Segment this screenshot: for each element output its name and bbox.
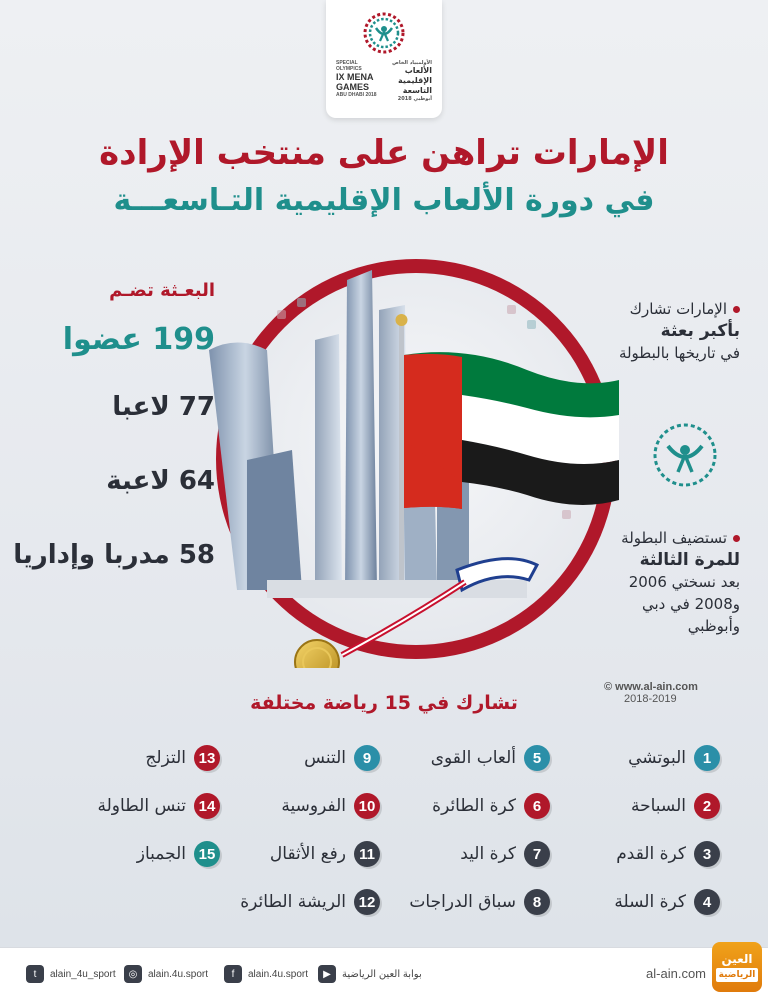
staff-count: 58 مدربا وإداريا [13, 540, 215, 570]
sport-name: كرة السلة [614, 892, 686, 912]
fact-third-hosting [560, 527, 740, 637]
bullet-icon [733, 535, 740, 542]
twitter-icon: t [26, 965, 44, 983]
delegation-heading: البعـثة تضـم [109, 280, 215, 301]
sport-number-badge: 11 [354, 841, 380, 867]
fact-highlight: بأكبر بعثة [660, 321, 740, 341]
fact-text: الإمارات تشارك [629, 300, 727, 318]
sport-name: التنس [304, 748, 346, 768]
sport-number-badge: 6 [524, 793, 550, 819]
sport-number-badge: 3 [694, 841, 720, 867]
sport-number-badge: 5 [524, 745, 550, 771]
logo-english-text: SPECIAL OLYMPICS IX MENA GAMES ABU DHABI 2018 [336, 60, 377, 98]
instagram-link[interactable]: ◎ alain.4u.sport [124, 965, 208, 983]
sport-name: كرة الطائرة [432, 796, 516, 816]
special-olympics-ring-icon [361, 10, 407, 56]
sport-item [60, 793, 220, 819]
alain-sports-logo: العين الرياضية [712, 942, 762, 992]
sport-name: رفع الأثقال [269, 844, 346, 864]
sport-number-badge: 9 [354, 745, 380, 771]
facebook-link[interactable]: f alain.4u.sport [224, 965, 308, 983]
sport-number-badge: 14 [194, 793, 220, 819]
sport-number-badge: 10 [354, 793, 380, 819]
sport-item [60, 745, 220, 771]
fact-highlight: للمرة الثالثة [639, 550, 740, 570]
sport-item [560, 745, 720, 771]
fact-text: بعد نسختي 2006 [628, 573, 740, 591]
sport-item [220, 841, 380, 867]
sport-number-badge: 1 [694, 745, 720, 771]
sport-name: التزلج [145, 748, 186, 768]
facebook-icon: f [224, 965, 242, 983]
instagram-icon: ◎ [124, 965, 142, 983]
sub-title: في دورة الألعاب الإقليمية التـاسعـــة [113, 183, 655, 218]
sport-name: البوتشي [628, 748, 686, 768]
sport-number-badge: 13 [194, 745, 220, 771]
site-url[interactable]: al-ain.com [646, 966, 706, 981]
fact-text: وأبوظبي [687, 617, 740, 635]
sport-name: كرة القدم [616, 844, 686, 864]
fact-text: تستضيف البطولة [621, 529, 727, 547]
copyright: © www.al-ain.com 2018-2019 [604, 681, 698, 705]
sport-number-badge: 12 [354, 889, 380, 915]
sport-number-badge: 7 [524, 841, 550, 867]
fact-largest-delegation [560, 298, 740, 364]
sport-item [60, 841, 220, 867]
twitter-link[interactable]: t alain_4u_sport [26, 965, 116, 983]
main-title: الإمارات تراهن على منتخب الإرادة [99, 133, 669, 173]
sport-name: السباحة [630, 796, 686, 816]
sport-name: كرة اليد [460, 844, 516, 864]
special-olympics-icon [648, 420, 722, 490]
youtube-icon: ▶ [318, 965, 336, 983]
sport-item [560, 841, 720, 867]
sport-name: الريشة الطائرة [240, 892, 346, 912]
fact-text: في تاريخها بالبطولة [618, 344, 740, 362]
sport-number-badge: 15 [194, 841, 220, 867]
sport-name: الجمباز [136, 844, 186, 864]
fact-text: و2008 في دبي [641, 595, 740, 613]
sport-name: تنس الطاولة [97, 796, 186, 816]
games-logo [326, 0, 442, 118]
sport-item [220, 745, 380, 771]
delegation-total: 199 عضوا [62, 322, 215, 357]
sport-name: ألعاب القوى [430, 748, 516, 768]
sport-number-badge: 2 [694, 793, 720, 819]
male-athletes-count: 77 لاعبا [112, 392, 215, 422]
sport-name: سباق الدراجات [409, 892, 516, 912]
footer [0, 947, 768, 1000]
sport-item [390, 745, 550, 771]
sport-number-badge: 4 [694, 889, 720, 915]
sport-name: الفروسية [281, 796, 346, 816]
sport-item [560, 793, 720, 819]
sport-item [560, 889, 720, 915]
youtube-link[interactable]: ▶ بوابة العين الرياضية [318, 965, 422, 983]
sport-item [390, 841, 550, 867]
sport-number-badge: 8 [524, 889, 550, 915]
logo-arabic-text: الأولمبياد الخاص الألعاب الإقليمية التاسعة أبوظبي 2018 [392, 60, 432, 102]
sports-list [60, 745, 720, 925]
sport-item [220, 889, 380, 915]
bullet-icon [733, 306, 740, 313]
female-athletes-count: 64 لاعبة [106, 466, 215, 496]
sports-heading: تشارك في 15 رياضة مختلفة [250, 692, 518, 714]
sport-item [390, 889, 550, 915]
sport-item [390, 793, 550, 819]
sport-item [220, 793, 380, 819]
